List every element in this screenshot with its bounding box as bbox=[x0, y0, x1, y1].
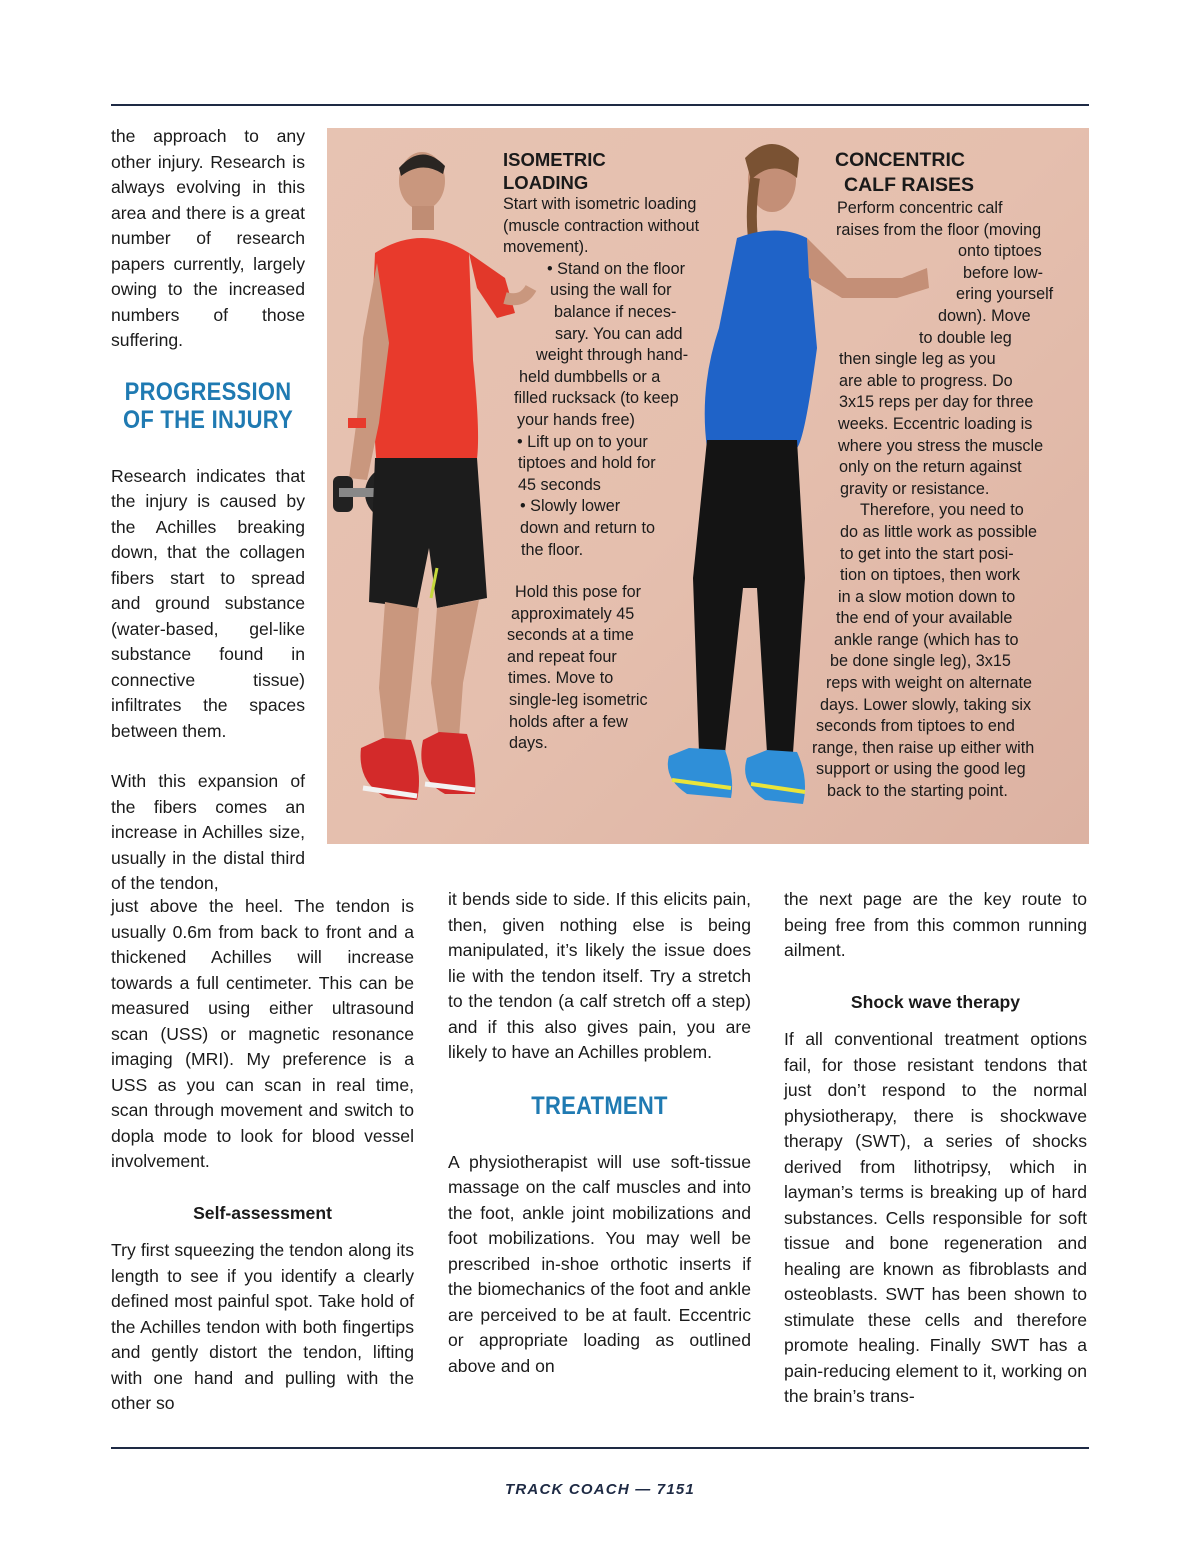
left-column-narrow bbox=[111, 124, 305, 897]
concentric-line: the end of your available bbox=[836, 609, 1013, 628]
hold-line: and repeat four bbox=[507, 647, 617, 666]
concentric-line: support or using the good leg bbox=[816, 760, 1026, 779]
man-figure bbox=[333, 152, 531, 800]
concentric-line: only on the return against bbox=[839, 458, 1022, 477]
concentric-line: Perform concentric calf bbox=[837, 199, 1003, 217]
right-column bbox=[784, 887, 1087, 1410]
hold-line: seconds at a time bbox=[507, 626, 634, 645]
concentric-line: gravity or resistance. bbox=[840, 479, 990, 498]
expansion-paragraph: With this expansion of the fibers comes an increase in Achilles size, usually in the distal third of the tendon, bbox=[111, 771, 305, 893]
isometric-line: • Stand on the floor bbox=[547, 259, 685, 278]
concentric-title-line2: CALF RAISES bbox=[844, 174, 975, 196]
treatment-paragraph: A physiotherapist will use soft-tissue massage on the calf muscles and into the foot, ankle joint mobilizations and foot mobilizations. You may well be prescribed in-shoe orthotic inserts if the biomechanics of the foot and ankle are perceived to be at fault. Eccentric or appropriate loading as outlined above and on bbox=[448, 1151, 751, 1376]
isometric-line: • Lift up on to your bbox=[517, 432, 648, 451]
middle-column bbox=[448, 887, 751, 1379]
concentric-line: ering yourself bbox=[956, 285, 1054, 304]
concentric-line: 3x15 reps per day for three bbox=[839, 393, 1034, 412]
concentric-line: be done single leg), 3x15 bbox=[830, 652, 1011, 671]
isometric-line: filled rucksack (to keep bbox=[514, 389, 679, 408]
concentric-line: to double leg bbox=[919, 328, 1012, 347]
isometric-line: balance if neces- bbox=[554, 302, 677, 321]
isometric-loading-text bbox=[503, 148, 743, 755]
concentric-line: before low- bbox=[963, 263, 1044, 282]
self-assessment-paragraph: Try first squeezing the tendon along its length to see if you identify a clearly defined most painful spot. Take hold of the Achilles tendon with both fingertips and gently distort the tendon, lifting with one hand and pulling with the other so bbox=[111, 1240, 414, 1413]
footer-page-label: TRACK COACH — 7151 bbox=[505, 1481, 695, 1498]
hold-line: Hold this pose for bbox=[515, 583, 641, 602]
exercise-photo bbox=[327, 128, 1089, 844]
isometric-line: Start with isometric loading bbox=[503, 195, 697, 213]
isometric-line: using the wall for bbox=[550, 281, 672, 300]
hold-line: approximately 45 bbox=[511, 604, 635, 623]
hold-line: holds after a few bbox=[509, 712, 628, 731]
top-rule bbox=[111, 104, 1089, 106]
isometric-line: your hands free) bbox=[517, 410, 635, 429]
concentric-line: to get into the start posi- bbox=[840, 544, 1014, 563]
concentric-line: then single leg as you bbox=[839, 350, 996, 369]
concentric-line: range, then raise up either with bbox=[812, 738, 1035, 757]
isometric-line: down and return to bbox=[520, 518, 655, 537]
concentric-line: tion on tiptoes, then work bbox=[840, 566, 1020, 585]
left-column-wide bbox=[111, 894, 414, 1417]
research-paragraph: Research indicates that the injury is caused by the Achilles breaking down, that the collagen fibers start to spread and ground substance (water-based, gel-like substance found in connective tissue) infiltrates the spaces between them. bbox=[111, 465, 305, 741]
bottom-rule bbox=[111, 1447, 1089, 1449]
concentric-line: seconds from tiptoes to end bbox=[816, 717, 1015, 736]
concentric-line: down). Move bbox=[938, 306, 1031, 325]
next-page-paragraph: the next page are the key route to being free from this common running ailment. bbox=[784, 889, 1087, 960]
hold-line: days. bbox=[509, 734, 548, 753]
concentric-line: onto tiptoes bbox=[958, 242, 1042, 261]
bends-paragraph: it bends side to side. If this elicits pain, then, given nothing else is being manipulated, it’s likely the issue does lie with the tendon itself. Try a stretch to the tendon (a calf stretch off a step) and if this also gives pain, you are likely to have an Achilles problem. bbox=[448, 889, 751, 1062]
concentric-line: are able to progress. Do bbox=[839, 371, 1013, 390]
concentric-line: where you stress the muscle bbox=[838, 436, 1044, 455]
concentric-line: do as little work as possible bbox=[840, 522, 1038, 541]
concentric-title-line1: CONCENTRIC bbox=[835, 149, 965, 171]
concentric-line: Therefore, you need to bbox=[860, 501, 1024, 520]
treatment-heading: TREATMENT bbox=[531, 1091, 668, 1120]
progression-heading: PROGRESSION OF THE INJURY bbox=[122, 377, 294, 434]
shock-wave-subhead: Shock wave therapy bbox=[850, 991, 1021, 1012]
hold-line: times. Move to bbox=[508, 669, 614, 688]
isometric-line: • Slowly lower bbox=[520, 497, 621, 516]
concentric-calf-raises-text bbox=[811, 148, 1076, 803]
isometric-line: held dumbbells or a bbox=[519, 367, 661, 386]
concentric-line: days. Lower slowly, taking six bbox=[820, 695, 1032, 714]
concentric-line: back to the starting point. bbox=[827, 782, 1008, 801]
shock-wave-paragraph: If all conventional treatment options fail, for those resistant tendons that just don’t respond to the normal physiotherapy, there is shockwave therapy (SWT), a series of shocks derived from lithotripsy, which in layman’s terms is breaking up of hard substances. Cells responsible for soft tissue and bone regeneration and healing are known as fibroblasts and osteoblasts. SWT has been shown to stimulate these cells and therefore promote healing. Finally SWT has a pain-reducing element to it, working on the brain’s trans- bbox=[784, 1029, 1087, 1406]
concentric-line: ankle range (which has to bbox=[834, 630, 1019, 649]
isometric-line: (muscle contraction without bbox=[503, 216, 700, 235]
concentric-line: reps with weight on alternate bbox=[826, 674, 1033, 693]
concentric-line: weeks. Eccentric loading is bbox=[838, 414, 1033, 433]
intro-paragraph: the approach to any other injury. Research is always evolving in this area and there is a great number of research papers currently, largely owing to the increased numbers of those suffering. bbox=[111, 126, 305, 350]
isometric-title-line1: ISOMETRIC bbox=[503, 149, 606, 170]
isometric-line: the floor. bbox=[521, 540, 584, 559]
isometric-line: tiptoes and hold for bbox=[518, 454, 656, 473]
self-assessment-subhead: Self-assessment bbox=[193, 1202, 332, 1223]
isometric-line: sary. You can add bbox=[555, 324, 683, 343]
concentric-line: raises from the floor (moving bbox=[836, 220, 1042, 239]
isometric-line: 45 seconds bbox=[518, 475, 601, 494]
hold-line: single-leg isometric bbox=[509, 691, 648, 710]
concentric-line: in a slow motion down to bbox=[838, 587, 1016, 606]
isometric-title-line2: LOADING bbox=[503, 172, 589, 193]
isometric-line: movement). bbox=[503, 238, 589, 257]
tendon-size-paragraph: just above the heel. The tendon is usually 0.6m from back to front and a thickened Achilles will increase towards a full centimeter. This can be measured using either ultrasound scan (USS) or magnetic resonance imaging (MRI). My preference is a USS as you can scan in real time, scan through movement and switch to dopla mode to look for blood vessel involvement. bbox=[111, 896, 414, 1171]
isometric-line: weight through hand- bbox=[536, 346, 689, 365]
